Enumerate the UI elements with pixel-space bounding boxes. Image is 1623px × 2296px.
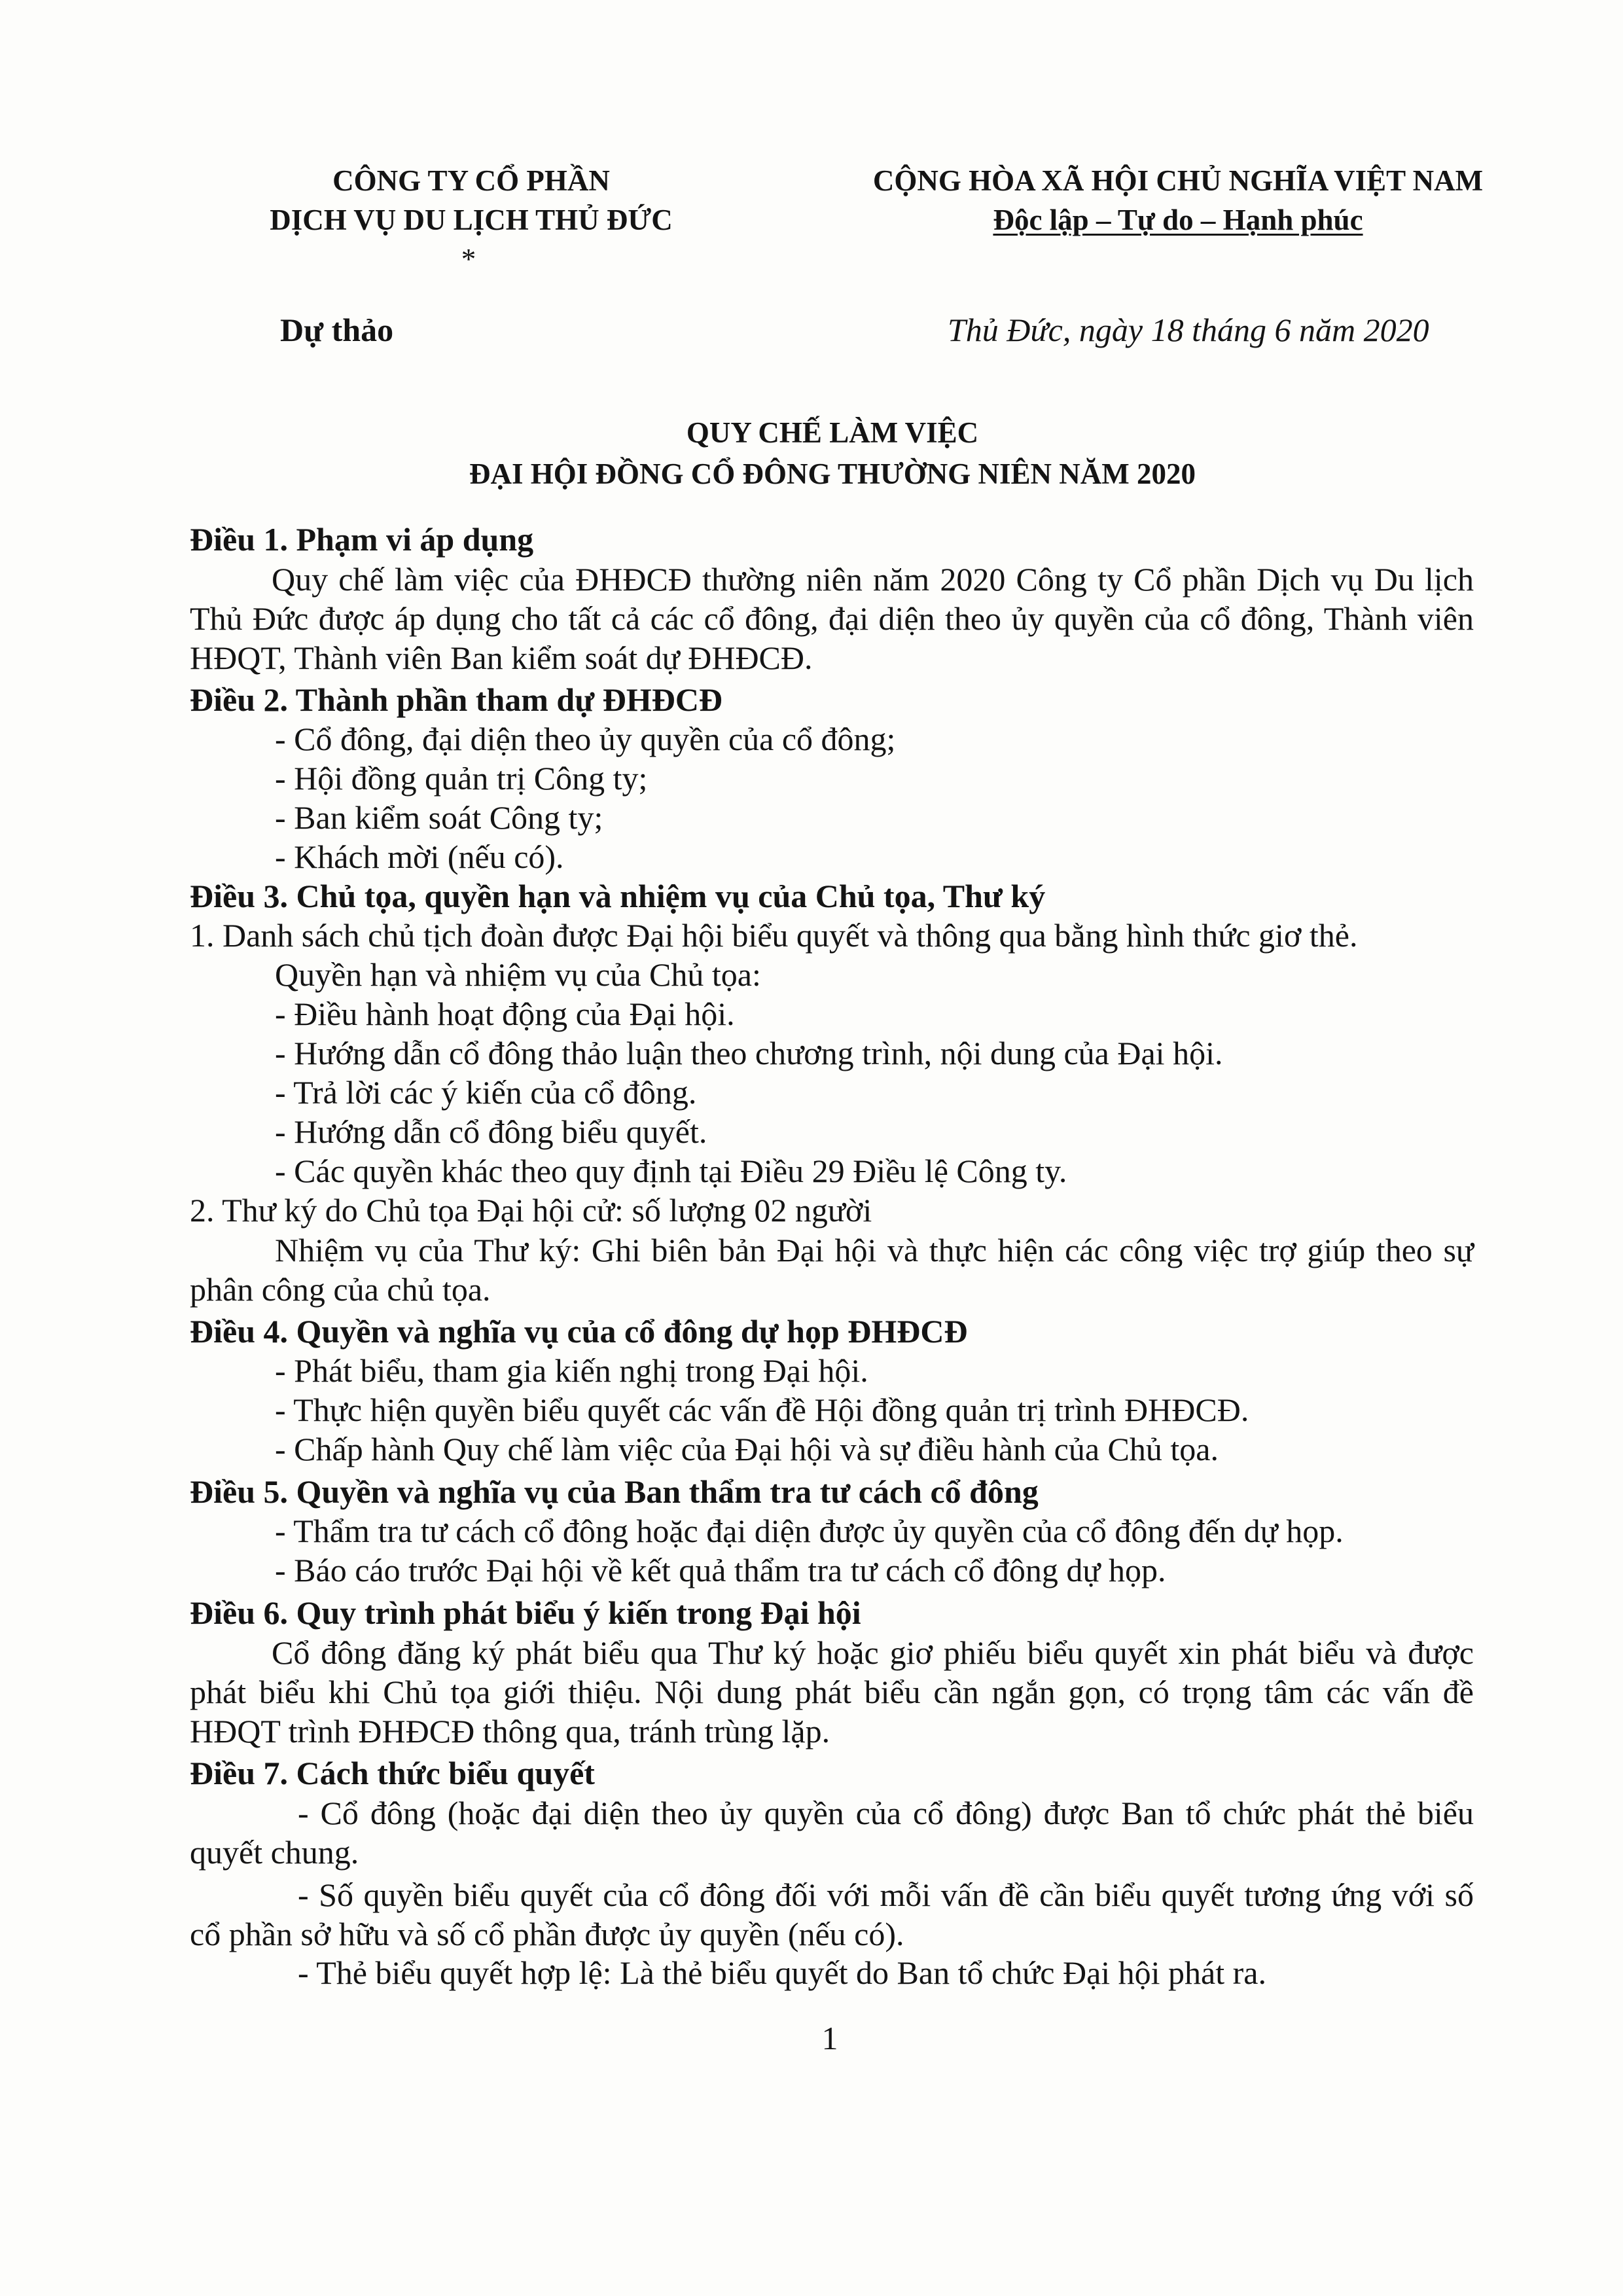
article-5-item: - Báo cáo trước Đại hội về kết quả thẩm tra tư cách cổ đông dự họp. <box>275 1552 1166 1588</box>
article-4-item: - Phát biểu, tham gia kiến nghị trong Đại hội. <box>275 1352 868 1389</box>
article-2-item: - Hội đồng quản trị Công ty; <box>275 760 648 797</box>
article-4-item: - Chấp hành Quy chế làm việc của Đại hội và sự điều hành của Chủ tọa. <box>275 1431 1219 1467</box>
article-2-item: - Khách mời (nếu có). <box>275 838 564 875</box>
article-1-paragraph: Quy chế làm việc của ĐHĐCĐ thường niên năm 2020 Công ty Cổ phần Dịch vụ Du lịch Thủ Đức được áp dụng cho tất cả các cổ đông, đại diện theo ủy quyền của cổ đông, Thành viên HĐQT, Thành viên Ban kiểm soát dự ĐHĐCĐ. <box>190 561 1474 676</box>
article-3-item: - Hướng dẫn cổ đông thảo luận theo chương trình, nội dung của Đại hội. <box>275 1035 1223 1071</box>
article-3-item: - Các quyền khác theo quy định tại Điều 29 Điều lệ Công ty. <box>275 1153 1067 1189</box>
article-3-secretary-duties: Nhiệm vụ của Thư ký: Ghi biên bản Đại hội và thực hiện các công việc trợ giúp theo sự phân công của chủ tọa. <box>190 1232 1474 1308</box>
header-star: * <box>461 243 476 276</box>
document-title-line2: ĐẠI HỘI ĐỒNG CỔ ĐÔNG THƯỜNG NIÊN NĂM 2020 <box>469 457 1196 490</box>
article-3-item: - Trả lời các ý kiến của cổ đông. <box>275 1074 697 1111</box>
national-motto: Độc lập – Tự do – Hạnh phúc <box>993 204 1363 236</box>
article-4-heading: Điều 4. Quyền và nghĩa vụ của cổ đông dự họp ĐHĐCĐ <box>190 1313 968 1350</box>
article-3-item: - Điều hành hoạt động của Đại hội. <box>275 996 735 1032</box>
article-5-heading: Điều 5. Quyền và nghĩa vụ của Ban thẩm tra tư cách cổ đông <box>190 1473 1039 1510</box>
page-number: 1 <box>821 2020 838 2056</box>
company-name-line2: DỊCH VỤ DU LỊCH THỦ ĐỨC <box>270 204 673 236</box>
article-7-item: - Số quyền biểu quyết của cổ đông đối với mỗi vấn đề cần biểu quyết tương ứng với số cổ phần sở hữu và số cổ phần được ủy quyền (nếu có). <box>190 1876 1474 1952</box>
article-6-paragraph: Cổ đông đăng ký phát biểu qua Thư ký hoặc giơ phiếu biểu quyết xin phát biểu và được phát biểu khi Chủ tọa giới thiệu. Nội dung phát biểu cần ngắn gọn, có trọng tâm các vấn đề HĐQT trình ĐHĐCĐ thông qua, tránh trùng lặp. <box>190 1634 1474 1749</box>
article-2-item: - Cổ đông, đại diện theo ủy quyền của cổ đông; <box>275 721 896 757</box>
article-7-heading: Điều 7. Cách thức biểu quyết <box>190 1755 595 1791</box>
article-3-clause-2: 2. Thư ký do Chủ tọa Đại hội cử: số lượng 02 người <box>190 1192 872 1229</box>
article-7-item: - Cổ đông (hoặc đại diện theo ủy quyền của cổ đông) được Ban tổ chức phát thẻ biểu quyết chung. <box>190 1795 1474 1871</box>
article-2-heading: Điều 2. Thành phần tham dự ĐHĐCĐ <box>190 681 723 718</box>
article-6-heading: Điều 6. Quy trình phát biểu ý kiến trong Đại hội <box>190 1594 861 1631</box>
article-3-heading: Điều 3. Chủ tọa, quyền hạn và nhiệm vụ của Chủ tọa, Thư ký <box>190 878 1046 914</box>
article-3-subheading: Quyền hạn và nhiệm vụ của Chủ tọa: <box>275 956 761 993</box>
national-title: CỘNG HÒA XÃ HỘI CHỦ NGHĨA VIỆT NAM <box>872 164 1484 197</box>
article-3-clause-1: 1. Danh sách chủ tịch đoàn được Đại hội biểu quyết và thông qua bằng hình thức giơ thẻ. <box>190 917 1358 954</box>
article-7-item: - Thẻ biểu quyết hợp lệ: Là thẻ biểu quyết do Ban tổ chức Đại hội phát ra. <box>298 1954 1266 1991</box>
draft-label: Dự thảo <box>280 312 394 348</box>
article-2-item: - Ban kiểm soát Công ty; <box>275 799 603 836</box>
document-date: Thủ Đức, ngày 18 tháng 6 năm 2020 <box>948 312 1429 348</box>
article-4-item: - Thực hiện quyền biểu quyết các vấn đề Hội đồng quản trị trình ĐHĐCĐ. <box>275 1391 1249 1428</box>
article-1-heading: Điều 1. Phạm vi áp dụng <box>190 521 534 558</box>
article-5-item: - Thẩm tra tư cách cổ đông hoặc đại diện được ủy quyền của cổ đông đến dự họp. <box>275 1513 1344 1549</box>
document-title-line1: QUY CHẾ LÀM VIỆC <box>686 416 979 449</box>
article-3-item: - Hướng dẫn cổ đông biểu quyết. <box>275 1113 707 1150</box>
company-name-line1: CÔNG TY CỔ PHẦN <box>332 164 610 197</box>
